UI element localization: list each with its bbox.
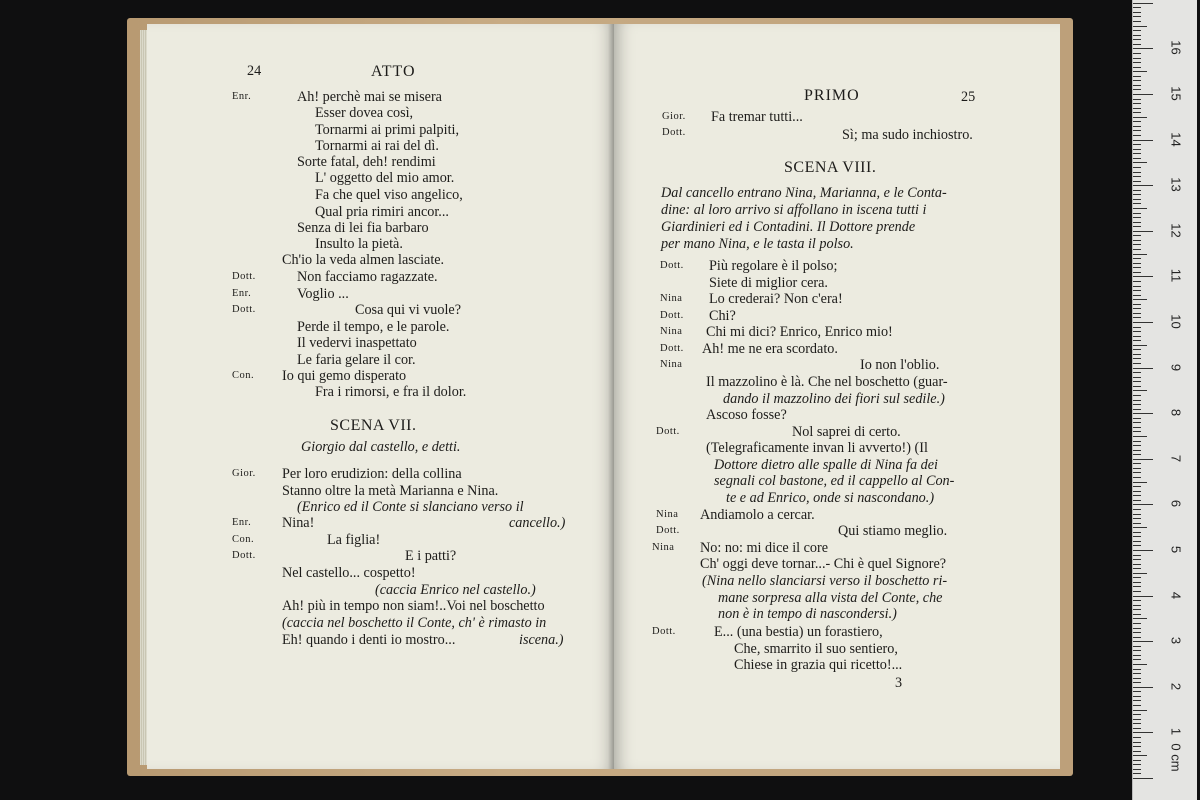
ruler-tick [1133, 532, 1141, 533]
verse-line: Sorte fatal, deh! rendimi [297, 154, 436, 170]
verse-line: Perde il tempo, e le parole. [297, 319, 450, 335]
ruler-tick [1133, 728, 1141, 729]
ruler-tick [1133, 404, 1141, 405]
ruler-tick [1133, 162, 1147, 163]
speaker-label: Dott. [660, 260, 684, 271]
ruler-tick [1133, 53, 1141, 54]
speaker-label: Nina [660, 326, 683, 337]
ruler-tick [1133, 441, 1141, 442]
stage-direction: dando il mazzolino dei fiori sul sedile.) [723, 391, 945, 407]
ruler-tick [1133, 222, 1141, 223]
ruler-tick [1133, 482, 1147, 483]
ruler-tick [1133, 140, 1153, 141]
ruler-tick [1133, 431, 1141, 432]
speaker-label: Dott. [660, 343, 684, 354]
ruler-tick [1133, 322, 1153, 323]
speaker-label: Enr. [232, 91, 252, 102]
verse-line: Le faria gelare il cor. [297, 352, 416, 368]
verse-line: E... (una bestia) un forastiero, [714, 624, 883, 640]
speaker-label: Con. [232, 370, 255, 381]
speaker-label: Dott. [656, 426, 680, 437]
ruler-tick [1133, 468, 1141, 469]
ruler-tick [1133, 89, 1141, 90]
ruler-tick [1133, 746, 1141, 747]
verse-line: Tornarmi ai rai del dì. [315, 138, 439, 154]
speaker-label: Enr. [232, 517, 252, 528]
ruler-tick [1133, 523, 1141, 524]
ruler-label: 15 [1168, 86, 1184, 101]
ruler-tick [1133, 363, 1141, 364]
ruler-tick [1133, 21, 1141, 22]
stage-direction: non è in tempo di nascondersi.) [718, 606, 897, 622]
ruler-tick [1133, 586, 1141, 587]
ruler-tick [1133, 723, 1141, 724]
ruler-tick [1133, 732, 1153, 733]
ruler-label: 12 [1168, 223, 1184, 238]
ruler-tick [1133, 550, 1153, 551]
ruler-tick [1133, 559, 1141, 560]
verse-line: Voglio ... [297, 286, 349, 302]
ruler-tick [1133, 390, 1147, 391]
ruler-tick [1133, 500, 1141, 501]
ruler-tick [1133, 354, 1141, 355]
ruler-tick [1133, 67, 1141, 68]
verse-line: Siete di miglior cera. [709, 275, 828, 291]
ruler-tick [1133, 600, 1141, 601]
speaker-label: Nina [652, 542, 675, 553]
ruler-tick [1133, 646, 1141, 647]
ruler-tick [1133, 249, 1141, 250]
verse-line: Insulto la pietà. [315, 236, 403, 252]
verse-line: Chi? [709, 308, 736, 324]
ruler-tick [1133, 577, 1141, 578]
ruler-tick [1133, 742, 1141, 743]
ruler-tick [1133, 108, 1141, 109]
verse-line: Che, smarrito il suo sentiero, [734, 641, 898, 657]
verse-line: Io non l'oblio. [860, 357, 940, 373]
ruler-tick [1133, 710, 1147, 711]
ruler-tick [1133, 760, 1141, 761]
verse-line: Stanno oltre la metà Marianna e Nina. [282, 483, 499, 499]
ruler-tick [1133, 591, 1141, 592]
ruler-tick [1133, 472, 1141, 473]
ruler-tick [1133, 655, 1141, 656]
ruler-tick [1133, 637, 1141, 638]
speaker-label: Dott. [232, 304, 256, 315]
ruler-label: 13 [1168, 177, 1184, 192]
speaker-label: Con. [232, 534, 255, 545]
ruler-tick [1133, 185, 1153, 186]
verse-line: Fa che quel viso angelico, [315, 187, 463, 203]
ruler-tick [1133, 295, 1141, 296]
ruler-tick [1133, 495, 1141, 496]
ruler-tick [1133, 769, 1141, 770]
ruler-tick [1133, 518, 1141, 519]
verse-line: Ah! me ne era scordato. [702, 341, 838, 357]
ruler-tick [1133, 58, 1141, 59]
ruler-tick [1133, 267, 1141, 268]
ruler-tick [1133, 35, 1141, 36]
ruler-tick [1133, 217, 1141, 218]
scene-heading: SCENA VIII. [784, 159, 877, 176]
ruler-tick [1133, 345, 1147, 346]
right-page [614, 24, 1060, 769]
ruler-tick [1133, 299, 1147, 300]
ruler-tick [1133, 395, 1141, 396]
ruler-tick [1133, 304, 1141, 305]
ruler-label: 3 [1168, 637, 1184, 645]
ruler-tick [1133, 568, 1141, 569]
page-number: 24 [247, 63, 262, 79]
ruler-tick [1133, 240, 1141, 241]
ruler-tick [1133, 673, 1141, 674]
stage-direction: per mano Nina, e le tasta il polso. [661, 236, 854, 252]
ruler-tick [1133, 16, 1141, 17]
ruler-tick [1133, 121, 1141, 122]
verse-line: Il vedervi inaspettato [297, 335, 417, 351]
stage-direction: Giardinieri ed i Contadini. Il Dottore prende [661, 219, 916, 235]
ruler-tick [1133, 172, 1141, 173]
ruler-tick [1133, 714, 1141, 715]
ruler-tick [1133, 48, 1153, 49]
ruler-tick [1133, 400, 1141, 401]
ruler-tick [1133, 491, 1141, 492]
ruler-label: 11 [1168, 269, 1184, 283]
running-head: ATTO [371, 63, 416, 80]
verse-line: L' oggetto del mio amor. [315, 170, 455, 186]
ruler-label: 10 [1168, 314, 1184, 329]
ruler-tick [1133, 226, 1141, 227]
ruler-tick [1133, 628, 1141, 629]
ruler-tick [1133, 167, 1141, 168]
measuring-ruler [1132, 0, 1197, 800]
verse-line: Lo crederai? Non c'era! [709, 291, 843, 307]
verse-line: Cosa qui vi vuole? [355, 302, 461, 318]
ruler-tick [1133, 573, 1147, 574]
stage-direction: Dal cancello entrano Nina, Marianna, e le Conta- [661, 185, 947, 201]
speaker-label: Dott. [656, 525, 680, 536]
ruler-tick [1133, 605, 1141, 606]
stage-direction: Dottore dietro alle spalle di Nina fa dei [714, 457, 938, 473]
ruler-tick [1133, 669, 1141, 670]
verse-line: Sì; ma sudo inchiostro. [842, 127, 973, 143]
ruler-label: 14 [1168, 131, 1184, 147]
ruler-tick [1133, 135, 1141, 136]
ruler-tick [1133, 659, 1141, 660]
stage-direction: (caccia Enrico nel castello.) [375, 582, 536, 598]
ruler-label: 0 cm [1168, 743, 1184, 772]
verse-line: (Telegraficamente invan li avverto!) (Il [706, 440, 928, 456]
ruler-tick [1133, 71, 1147, 72]
ruler-tick [1133, 737, 1141, 738]
ruler-tick [1133, 682, 1141, 683]
ruler-tick [1133, 541, 1141, 542]
ruler-tick [1133, 463, 1141, 464]
ruler-tick [1133, 231, 1153, 232]
ruler-tick [1133, 422, 1141, 423]
ruler-tick [1133, 623, 1141, 624]
ruler-tick [1133, 514, 1141, 515]
ruler-tick [1133, 632, 1141, 633]
ruler-tick [1133, 450, 1141, 451]
ruler-tick [1133, 281, 1141, 282]
ruler-tick [1133, 7, 1141, 8]
ruler-tick [1133, 664, 1147, 665]
ruler-tick [1133, 153, 1141, 154]
ruler-tick [1133, 564, 1141, 565]
speaker-label: Nina [660, 293, 683, 304]
speaker-label: Dott. [662, 127, 686, 138]
ruler-tick [1133, 372, 1141, 373]
ruler-tick [1133, 687, 1153, 688]
stage-direction: mane sorpresa alla vista del Conte, che [718, 590, 943, 606]
ruler-tick [1133, 555, 1141, 556]
stage-direction: cancello.) [509, 515, 566, 531]
speaker-label: Enr. [232, 288, 252, 299]
ruler-tick [1133, 486, 1141, 487]
ruler-tick [1133, 691, 1141, 692]
ruler-label: 8 [1168, 409, 1184, 417]
verse-line: Ch'io la veda almen lasciate. [282, 252, 445, 268]
ruler-label: 2 [1168, 682, 1184, 690]
ruler-label: 4 [1168, 591, 1184, 599]
ruler-tick [1133, 208, 1147, 209]
ruler-tick [1133, 313, 1141, 314]
ruler-tick [1133, 244, 1141, 245]
ruler-tick [1133, 377, 1141, 378]
ruler-tick [1133, 696, 1141, 697]
ruler-tick [1133, 650, 1141, 651]
stage-direction: segnali col bastone, ed il cappello al Con- [714, 473, 955, 489]
stage-direction: dine: al loro arrivo si affollano in iscena tutti i [661, 202, 927, 218]
ruler-tick [1133, 536, 1141, 537]
ruler-tick [1133, 386, 1141, 387]
ruler-label: 16 [1168, 40, 1184, 56]
ruler-tick [1133, 358, 1141, 359]
ruler-tick [1133, 427, 1141, 428]
verse-line: Per loro erudizion: della collina [282, 466, 462, 482]
ruler-tick [1133, 190, 1141, 191]
verse-line: Qui stiamo meglio. [838, 523, 948, 539]
ruler-tick [1133, 409, 1141, 410]
signature-mark: 3 [895, 675, 903, 691]
ruler-tick [1133, 504, 1153, 505]
ruler-tick [1133, 235, 1141, 236]
left-page [147, 24, 614, 769]
ruler-tick [1133, 545, 1141, 546]
page-number: 25 [961, 89, 976, 105]
ruler-tick [1133, 509, 1141, 510]
verse-line: Non facciamo ragazzate. [297, 269, 438, 285]
ruler-tick [1133, 336, 1141, 337]
ruler-tick [1133, 85, 1141, 86]
ruler-tick [1133, 258, 1141, 259]
ruler-label: 9 [1168, 363, 1184, 371]
ruler-tick [1133, 263, 1141, 264]
stage-direction: Giorgio dal castello, e detti. [301, 439, 461, 455]
ruler-tick [1133, 149, 1141, 150]
verse-line: Andiamolo a cercar. [700, 507, 815, 523]
ruler-tick [1133, 181, 1141, 182]
verse-line: Nel castello... cospetto! [282, 565, 416, 581]
ruler-tick [1133, 678, 1141, 679]
ruler-tick [1133, 317, 1141, 318]
ruler-tick [1133, 199, 1141, 200]
ruler-tick [1133, 26, 1147, 27]
verse-line: Io qui gemo disperato [282, 368, 407, 384]
ruler-tick [1133, 112, 1141, 113]
ruler-tick [1133, 254, 1147, 255]
ruler-tick [1133, 340, 1141, 341]
ruler-tick [1133, 477, 1141, 478]
verse-line: Il mazzolino è là. Che nel boschetto (guar- [706, 374, 948, 390]
ruler-tick [1133, 213, 1141, 214]
ruler-tick [1133, 308, 1141, 309]
speaker-label: Nina [660, 359, 683, 370]
verse-line: Chiese in grazia qui ricetto!... [734, 657, 903, 673]
ruler-tick [1133, 327, 1141, 328]
ruler-tick [1133, 773, 1141, 774]
verse-line: Fa tremar tutti... [711, 109, 803, 125]
ruler-tick [1133, 764, 1141, 765]
ruler-tick [1133, 3, 1153, 4]
verse-line: E i patti? [405, 548, 457, 564]
ruler-tick [1133, 349, 1141, 350]
ruler-tick [1133, 641, 1153, 642]
ruler-tick [1133, 618, 1147, 619]
verse-line: Ah! più in tempo non siam!..Voi nel boschetto [282, 598, 545, 614]
ruler-tick [1133, 272, 1141, 273]
ruler-tick [1133, 286, 1141, 287]
ruler-tick [1133, 158, 1141, 159]
ruler-tick [1133, 445, 1141, 446]
verse-line: Esser dovea così, [315, 105, 414, 121]
ruler-tick [1133, 778, 1153, 779]
ruler-tick [1133, 609, 1141, 610]
ruler-tick [1133, 103, 1141, 104]
ruler-tick [1133, 755, 1147, 756]
ruler-tick [1133, 614, 1141, 615]
ruler-tick [1133, 700, 1141, 701]
ruler-tick [1133, 459, 1153, 460]
ruler-tick [1133, 203, 1141, 204]
verse-line: Nol saprei di certo. [792, 424, 901, 440]
verse-line: Fra i rimorsi, e fra il dolor. [315, 384, 467, 400]
ruler-tick [1133, 527, 1147, 528]
speaker-label: Dott. [232, 550, 256, 561]
ruler-tick [1133, 290, 1141, 291]
stage-direction: (caccia nel boschetto il Conte, ch' è rimasto in [282, 615, 547, 631]
stage-direction: iscena.) [519, 632, 564, 648]
speaker-label: Gior. [232, 468, 256, 479]
verse-line: Senza di lei fia barbaro [297, 220, 429, 236]
ruler-tick [1133, 176, 1141, 177]
ruler-tick [1133, 454, 1141, 455]
verse-line: Ascoso fosse? [706, 407, 787, 423]
ruler-tick [1133, 76, 1141, 77]
verse-line: Ch' oggi deve tornar...- Chi è quel Signore? [700, 556, 947, 572]
stage-direction: (Nina nello slanciarsi verso il boschetto ri- [702, 573, 948, 589]
ruler-tick [1133, 413, 1153, 414]
verse-line: No: no: mi dice il core [700, 540, 829, 556]
ruler-tick [1133, 596, 1153, 597]
ruler-tick [1133, 80, 1141, 81]
ruler-label: 5 [1168, 545, 1184, 554]
speaker-label: Dott. [652, 626, 676, 637]
ruler-tick [1133, 39, 1141, 40]
ruler-tick [1133, 30, 1141, 31]
verse-line: Tornarmi ai primi palpiti, [315, 122, 460, 138]
verse-line: Qual pria rimiri ancor... [315, 204, 449, 220]
ruler-tick [1133, 582, 1141, 583]
stage-direction: te e ad Enrico, onde si nascondano.) [726, 490, 935, 506]
ruler-tick [1133, 751, 1141, 752]
ruler-tick [1133, 117, 1147, 118]
verse-line: La figlia! [327, 532, 381, 548]
ruler-tick [1133, 381, 1141, 382]
scene-heading: SCENA VII. [330, 417, 417, 434]
ruler-tick [1133, 62, 1141, 63]
ruler-tick [1133, 94, 1153, 95]
ruler-label: 7 [1168, 454, 1184, 462]
speaker-label: Dott. [232, 271, 256, 282]
ruler-label: 6 [1168, 500, 1184, 508]
speaker-label: Nina [656, 509, 679, 520]
speaker-label: Dott. [660, 310, 684, 321]
ruler-tick [1133, 130, 1141, 131]
running-head: PRIMO [804, 87, 860, 104]
ruler-tick [1133, 99, 1141, 100]
ruler-tick [1133, 705, 1141, 706]
ruler-tick [1133, 144, 1141, 145]
ruler-tick [1133, 719, 1141, 720]
verse-line: Chi mi dici? Enrico, Enrico mio! [706, 324, 893, 340]
ruler-tick [1133, 436, 1147, 437]
ruler-tick [1133, 276, 1153, 277]
ruler-tick [1133, 194, 1141, 195]
ruler-label: 1 [1168, 728, 1184, 736]
verse-line: Nina! [282, 515, 315, 531]
verse-line: Ah! perchè mai se misera [297, 89, 442, 105]
ruler-tick [1133, 44, 1141, 45]
ruler-tick [1133, 12, 1141, 13]
verse-line: Più regolare è il polso; [709, 258, 838, 274]
stage-direction: (Enrico ed il Conte si slanciano verso il [297, 499, 524, 515]
ruler-tick [1133, 331, 1141, 332]
speaker-label: Gior. [662, 111, 686, 122]
ruler-tick [1133, 126, 1141, 127]
ruler-tick [1133, 418, 1141, 419]
verse-line: Eh! quando i denti io mostro... [282, 632, 456, 648]
ruler-tick [1133, 368, 1153, 369]
